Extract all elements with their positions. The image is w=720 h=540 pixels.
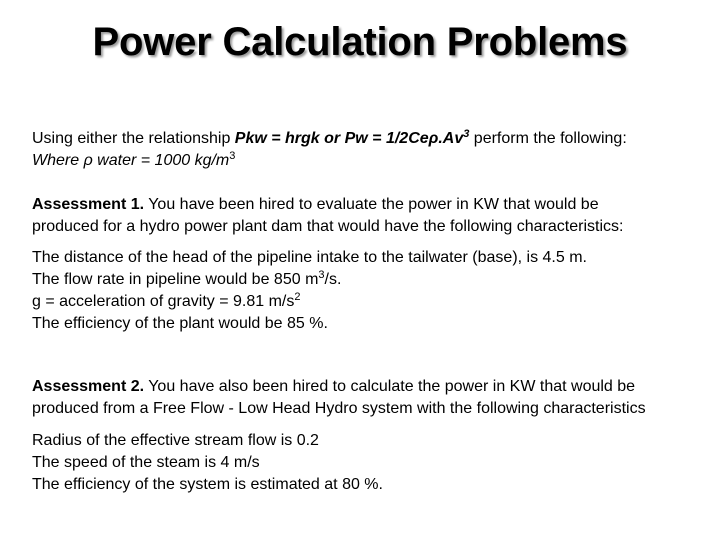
assessment2-line1	[32, 376, 635, 398]
intro-formula-exponent: 3	[463, 128, 470, 140]
intro-line	[32, 128, 627, 150]
assessment1-line2: produced for a hydro power plant dam that would have the following characteristics:	[32, 218, 624, 235]
density-exponent: 3	[229, 150, 236, 162]
gravity-exponent: 2	[294, 291, 301, 303]
flow-text: The flow rate in pipeline would be 850 m	[32, 271, 319, 288]
density-text: Where ρ water = 1000 kg/m	[32, 152, 230, 169]
assessment2-heading: Assessment 2.	[32, 378, 145, 395]
assessment1-gravity	[32, 291, 300, 313]
flow-exponent: 3	[318, 269, 325, 281]
gravity-text: g = acceleration of gravity = 9.81 m/s	[32, 293, 295, 310]
assessment1-efficiency: The efficiency of the plant would be 85 %.	[32, 315, 328, 332]
assessment2-intro: You have also been hired to calculate the power in KW that would be	[144, 378, 636, 395]
assessment2-efficiency: The efficiency of the system is estimated at 80 %.	[32, 476, 383, 493]
assessment1-line1	[32, 194, 599, 216]
assessment1-head: The distance of the head of the pipeline intake to the tailwater (base), is 4.5 m.	[32, 249, 587, 266]
assessment1-heading: Assessment 1.	[32, 196, 145, 213]
page-title: Power Calculation Problems	[92, 20, 628, 64]
density-line	[32, 150, 235, 172]
assessment2-radius: Radius of the effective stream flow is 0.2	[32, 432, 319, 449]
assessment2-line2: produced from a Free Flow - Low Head Hydro system with the following characteristics	[32, 400, 646, 417]
assessment2-speed: The speed of the steam is 4 m/s	[32, 454, 260, 471]
assessment1-intro: You have been hired to evaluate the power in KW that would be	[144, 196, 599, 213]
intro-suffix: perform the following:	[469, 130, 627, 147]
intro-formula: Pkw = hrgk or Pw = 1/2Ceρ.Av	[234, 130, 464, 147]
assessment1-flow	[32, 269, 341, 291]
flow-unit: /s.	[324, 271, 342, 288]
intro-prefix: Using either the relationship	[32, 130, 235, 147]
